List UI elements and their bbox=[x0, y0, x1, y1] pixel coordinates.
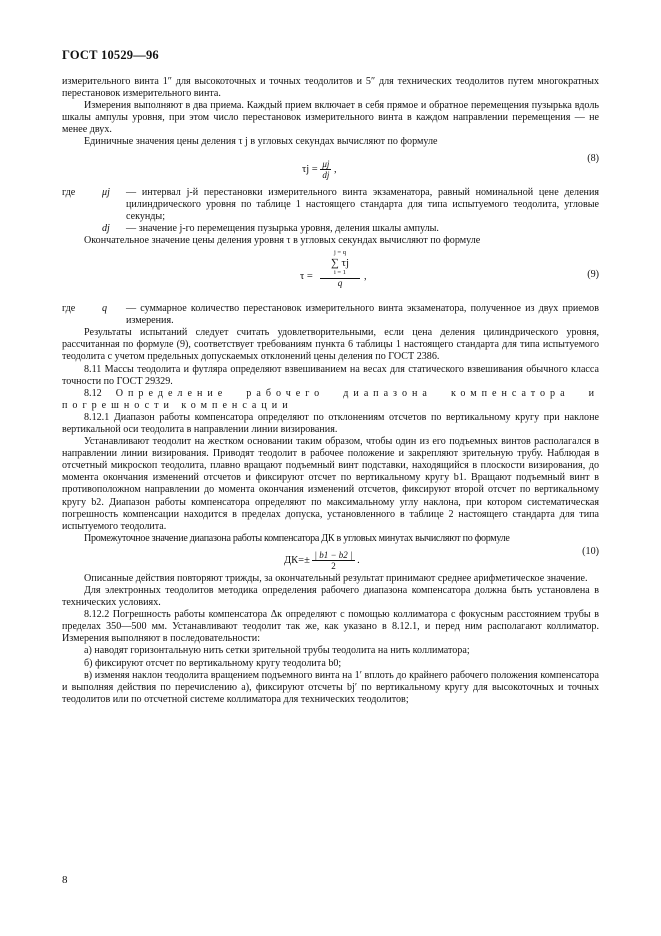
formula-number: (9) bbox=[587, 269, 599, 281]
document-page bbox=[62, 48, 599, 706]
paragraph: Описанные действия повторяют трижды, за окончательный результат принимают среднее арифметическое значение. bbox=[84, 572, 588, 584]
page-number: 8 bbox=[62, 874, 68, 886]
formula-number: (8) bbox=[587, 152, 599, 164]
formula-8: τj = $\frac{\mu j}{dj}$ , (8) bbox=[302, 152, 599, 180]
formula-fraction: $\frac{\mu j}{dj}$ bbox=[322, 158, 330, 180]
paragraph: Промежуточное значение диапазона работы компенсатора ДК в угловых минутах вычисляют по формуле bbox=[84, 532, 510, 544]
paragraph: Устанавливают теодолит на жестком основании таким образом, чтобы один из его подъемных винтов располагался в направлении линии визирования. Приводят теодолит в рабочее положение и закрепляют зрительную трубу. Наблюдая в отсчетный микроскоп теодолита, плавно вращают подъемный винт подставки, находящийся в плоскости визирования, до момента окончания изменений отсчетов и фиксируют отсчет по вертикальному кругу b1. Вращают подъемный винт в противоположном направлении до момента окончания изменений отсчетов, фиксируют второй отсчет по вертикальному кругу b2. Диапазон работы компенсатора определяют по максимальному углу наклона, при котором систематическая погрешность компенсации находится в пределах допуска, установленного в таблице 2 настоящего стандарта для типа испытуемого теодолита. bbox=[62, 436, 599, 532]
definition-q: где q — суммарное количество перестановок измерительного винта экзаменатора, полученное из двух приемов измерения. bbox=[62, 303, 599, 327]
paragraph: измерительного винта 1″ для высокоточных и точных теодолитов и 5″ для технических теодолитов путем многократных перестановок измерительного винта. bbox=[62, 76, 599, 100]
formula-lhs: τj = bbox=[302, 163, 318, 175]
formula-fraction: $\frac{| b1 - b2 |}{2}$ bbox=[314, 549, 353, 571]
formula-lhs: ДК=± bbox=[284, 554, 310, 566]
paragraph: Для электронных теодолитов методика определения рабочего диапазона компенсатора должна быть установлена в технических условиях. bbox=[62, 585, 599, 609]
formula-number: (10) bbox=[582, 545, 599, 557]
paragraph: Единичные значения цены деления τ j в угловых секундах вычисляют по формуле bbox=[84, 136, 438, 148]
definition-d: dj — значение j-го перемещения пузырька уровня, деления шкалы ампулы. bbox=[102, 222, 439, 234]
paragraph: 8.11 Массы теодолита и футляра определяют взвешиванием на весах для статического взвешивания обычного класса точности по ГОСТ 29329. bbox=[62, 363, 599, 387]
paragraph: 8.12.1 Диапазон работы компенсатора определяют по отклонениям отсчетов по вертикальному кругу при наклоне вертикальной оси теодолита в направлении линии визирования. bbox=[62, 411, 599, 435]
paragraph: Измерения выполняют в два приема. Каждый прием включает в себя прямое и обратное перемещения пузырька вдоль шкалы ампулы уровня, при этом число перестановок измерительного винта в каждом направлении перемещения — не менее двух. bbox=[62, 100, 599, 136]
paragraph: Результаты испытаний следует считать удовлетворительными, если цена деления цилиндрического уровня, рассчитанная по формуле (9), соответствует требованиям пункта 6 таблицы 1 настоящего стандарта для типа испытуемого теодолита с учетом предельных допускаемых отклонений цены деления по ГОСТ 2386. bbox=[62, 327, 599, 363]
formula-9: τ = j = q ∑ τj i = 1 q , (9) bbox=[300, 249, 599, 290]
paragraph: Окончательное значение цены деления уровня τ в угловых секундах вычисляют по формуле bbox=[84, 234, 481, 246]
formula-10: ДК=± $\frac{| b1 - b2 |}{2}$ . (10) bbox=[284, 545, 599, 571]
section-heading: 8.12 Определение рабочего диапазона компенсатора и погрешности компенсации bbox=[62, 387, 599, 411]
formula-lhs: τ = bbox=[300, 271, 313, 283]
document-header: ГОСТ 10529—96 bbox=[62, 48, 159, 62]
list-item: б) фиксируют отсчет по вертикальному кругу теодолита b0; bbox=[84, 657, 342, 669]
list-item: а) наводят горизонтальную нить сетки зрительной трубы теодолита на нить коллиматора; bbox=[84, 645, 470, 657]
definition-mu: где μj — интервал j-й перестановки измерительного винта экзаменатора, равный номинальной цене деления цилиндрического уровня по таблице 1 настоящего стандарта для типа испытуемого теодолита, угловые секунды; bbox=[62, 186, 599, 222]
paragraph: 8.12.2 Погрешность работы компенсатора Δк определяют с помощью коллиматора с фокусным расстоянием трубы в пределах 350—500 мм. Устанавливают теодолит так же, как указано в 8.12.1, и перед ним располагают коллиматор. Измерения выполняют в последовательности: bbox=[62, 609, 599, 645]
list-item: в) изменяя наклон теодолита вращением подъемного винта на 1′ вплоть до крайнего рабочего положения компенсатора и выполняя действия по перечислению а), фиксируют отсчеты bj′ по вертикальному кругу для высокоточных и точных теодолитов или по отсчетной системе коллиматора для технических теодолитов; bbox=[62, 669, 599, 705]
